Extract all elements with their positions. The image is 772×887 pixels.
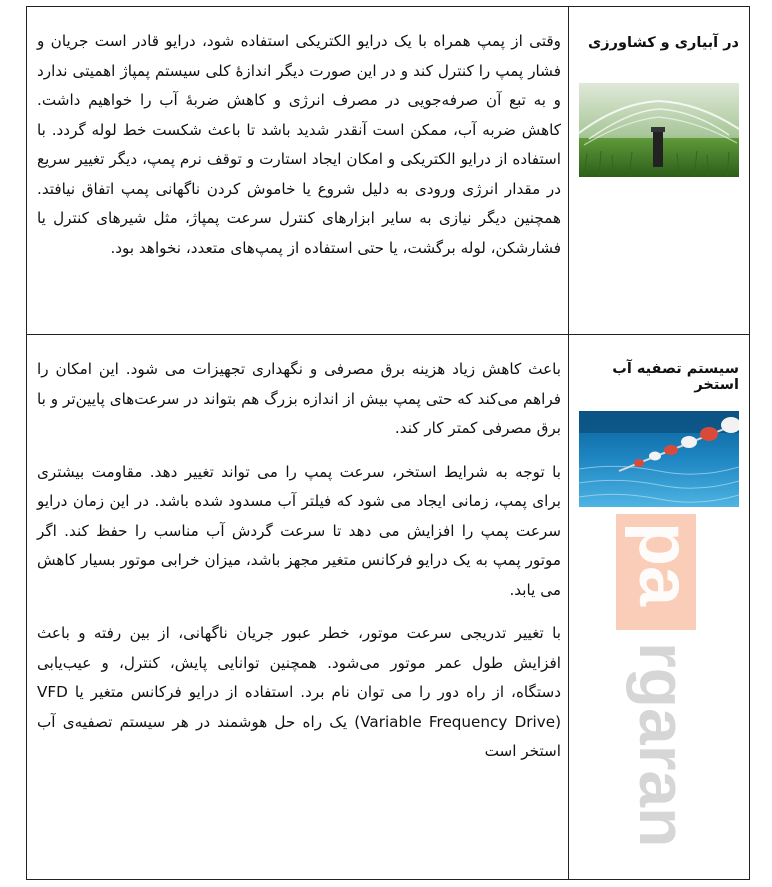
row-title-irrigation: در آبیاری و کشاورزی (588, 35, 739, 51)
table-row-irrigation (27, 7, 749, 335)
paragraph: وقتی از پمپ همراه با یک درایو الکتریکی استفاده شود، درایو قادر است جریان و فشار پمپ را کنترل کند و در این صورت دیگر اندازهٔ کلی سیستم پمپاژ اهمیتی ندارد و به تبع آن صرفه‌جویی در مصرف انرژی و کاهش ضربهٔ آب را خواهیم داشت. کاهش ضربه آب، ممکن است آنقدر شدید باشد تا باعث شکست خط لوله گردد. با استفاده از درایو الکتریکی و امکان ایجاد استارت و توقف نرم پمپ، دیگر تغییر سریع در مقدار انرژی ورودی به دلیل شروع یا خاموش کردن ناگهانی پمپ اتفاق نیافتد. همچنین دیگر نیازی به سایر ابزارهای کنترل سرعت پمپاژ، مثل شیرهای کنترل یا فشارشکن، لوله برگشت، یا حتی استفاده از پمپ‌های متعدد، نخواهد بود. (37, 32, 561, 257)
pool-lane-photo (579, 411, 739, 507)
pool-lane-photo-svg (579, 411, 739, 507)
watermark-svg (612, 508, 702, 878)
svg-text:pa: pa (624, 522, 702, 607)
sprinkler-photo-svg (579, 83, 739, 177)
column-divider (568, 7, 569, 334)
sprinkler-photo (579, 83, 739, 177)
paragraph: باعث کاهش زیاد هزینه برق مصرفی و نگهداری تجهیزات می شود. این امکان را فراهم می‌کند که حتی پمپ بیش از اندازه بزرگ هم بتواند در سرعت‌های پایین‌تر و با برق مصرفی کمتر کار کند. (37, 360, 561, 437)
pargaran-watermark-logo (612, 508, 702, 878)
svg-text:rgaran: rgaran (626, 642, 700, 848)
paragraph: با تغییر تدریجی سرعت موتور، خطر عبور جریان ناگهانی، از بین رفته و باعث افزایش طول عمر موتور می‌شود. همچنین توانایی پایش، کنترل، و عیب‌یابی دستگاه، از راه دور را می توان نام برد. استفاده از درایو فرکانس متغیر یا VFD (Variable Frequency Drive) یک راه حل هوشمند در هر سیستم تصفیه‌ی آب استخر است (37, 624, 561, 760)
paragraph: با توجه به شرایط استخر، سرعت پمپ را می تواند تغییر دهد. مقاومت بیشتری برای پمپ، زمانی ایجاد می شود که فیلتر آب مسدود شده باشد. در این زمان درایو سرعت پمپ را افزایش می دهد تا سرعت گردش آب مناسب را حفظ کند. اگر موتور پمپ به یک درایو فرکانس متغیر مجهز باشد، میزان خرابی موتور بسیار کاهش می یابد. (37, 462, 561, 599)
column-divider (568, 335, 569, 879)
row-title-pool: سیستم تصفیه آب استخر (612, 361, 739, 393)
row-body-pool (37, 355, 561, 767)
row-body-irrigation (37, 27, 561, 263)
